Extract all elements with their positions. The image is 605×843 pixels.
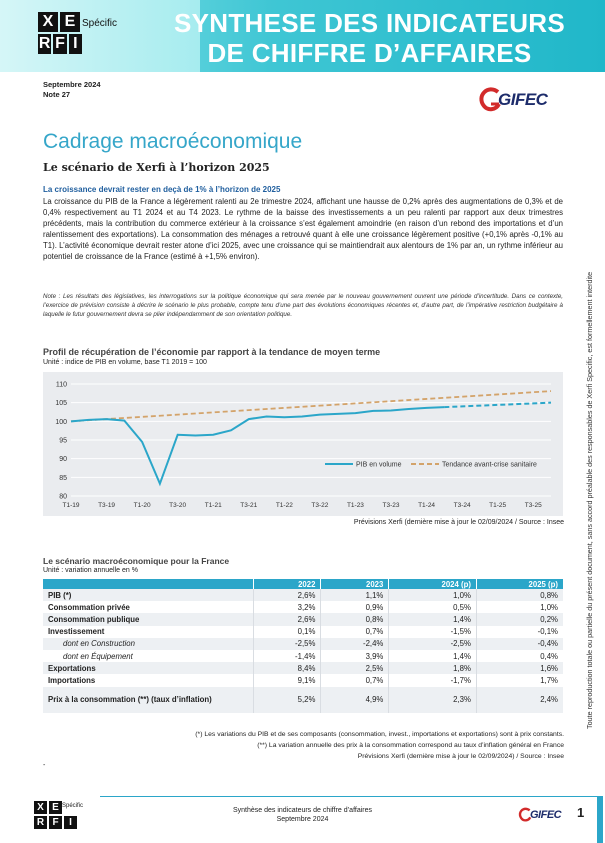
forecast-note: Note : Les résultats des législatives, les interrogations sur la politique économique qui sera menée par le nouveau gouvernement ouvrent une période d’incertitude. Dans ce contexte, l’exercice de prévision consiste à décrire le scénario le plus probable, compte tenu d’une part des évolutions économiques récentes et, d’autre part, de l’impérative restriction budgétaire à laquelle le futur gouvernement devra se plier indépendamment de son orientation politique.: [43, 293, 563, 318]
macro-table: [43, 579, 563, 713]
logo-letter: X: [34, 801, 47, 814]
cell-value: 9,1%: [253, 674, 321, 686]
body-paragraph: La croissance du PIB de la France a légèrement ralenti au 2e trimestre 2024, affichant une hausse de 0,2% après des augmentations de 0,3% et de 0,4% respectivement au T1 2024 et au T4 2023. Le rythme de la baisse des investissements a un peu ralenti par rapport aux deux trimestres précédents, mais la contribution du commerce extérieur à la croissance s’est également amoindrie (en raison d’un rebond des importations et d’un ralentissement des exportations). La consommation des ménages a retrouvé quant à elle une croissance légèrement positive (+0,1% après -0,1% au T1). L’activité économique devrait rester atone d’ici 2025, avec une croissance qui se maintiendrait aux alentours de 1% par an, un rythme inférieur au potentiel de croissance de la France (estimé à +1,5% environ).: [43, 197, 563, 261]
chart-unit: Unité : indice de PIB en volume, base T1 2019 = 100: [43, 359, 207, 366]
gdp-chart-svg: [43, 372, 563, 516]
row-label: dont en Équipement: [63, 651, 133, 661]
table-row: [43, 638, 563, 650]
cell-value: 0,4%: [476, 650, 563, 662]
document-note-number: Note 27: [43, 90, 71, 99]
gdp-chart: [43, 372, 563, 516]
cell-value: -2,5%: [253, 638, 321, 650]
section-subtitle: Le scénario de Xerfi à l’horizon 2025: [43, 161, 270, 174]
cell-value: 1,1%: [321, 589, 389, 601]
x-tick-label: T1-20: [133, 502, 151, 509]
table-row: [43, 589, 563, 601]
x-tick-label: T1-22: [275, 502, 293, 509]
footer-line-1: Synthèse des indicateurs de chiffre d’affaires: [232, 807, 373, 814]
cell-value: 0,7%: [321, 626, 389, 638]
column-header: 2022: [253, 579, 321, 589]
logo-letter: E: [60, 12, 80, 32]
logo-letter: F: [49, 816, 62, 829]
table-row: [43, 601, 563, 613]
row-label: Consommation privée: [48, 602, 130, 612]
table-row: [43, 687, 563, 713]
x-tick-label: T3-23: [382, 502, 400, 509]
cell-value: 1,8%: [389, 662, 477, 674]
logo-letter: X: [38, 12, 58, 32]
cell-value: 3,2%: [253, 601, 321, 613]
x-tick-label: T3-20: [169, 502, 187, 509]
cell-value: 4,9%: [321, 687, 389, 713]
x-tick-label: T1-23: [346, 502, 364, 509]
gifec-wordmark: GIFEC: [498, 90, 548, 109]
column-header: [43, 579, 253, 589]
cell-value: -1,4%: [253, 650, 321, 662]
logo-letter: E: [49, 801, 62, 814]
y-tick-label: 85: [59, 474, 67, 482]
cell-value: 2,5%: [321, 662, 389, 674]
logo-letter: F: [55, 35, 65, 52]
x-tick-label: T1-25: [489, 502, 507, 509]
x-tick-label: T1-21: [204, 502, 222, 509]
table-unit: Unité : variation annuelle en %: [43, 567, 138, 574]
cell-value: 0,5%: [389, 601, 477, 613]
cell-value: -0,4%: [476, 638, 563, 650]
cell-value: 0,8%: [321, 613, 389, 625]
cell-value: 1,4%: [389, 650, 477, 662]
y-tick-label: 110: [55, 381, 67, 389]
column-header: 2024 (p): [389, 579, 477, 589]
copyright-side-note: Toute reproduction totale ou partielle du présent document, sans accord préalable des responsables de Xerfi Specific, est formellement interdite: [585, 271, 594, 729]
cell-value: 2,4%: [476, 687, 563, 713]
table-footnote-1: (*) Les variations du PIB et de ses composants (consommation, invest., importations et exportations) sont à prix constants.: [195, 731, 564, 738]
section-heading: La croissance devrait rester en deçà de 1% à l’horizon de 2025: [43, 185, 281, 194]
section-title: Cadrage macroéconomique: [43, 130, 303, 153]
dash-marker: -: [43, 762, 46, 769]
table-row: [43, 650, 563, 662]
footer-divider: [100, 796, 600, 797]
row-label: Investissement: [48, 627, 105, 637]
x-tick-label: T1-24: [418, 502, 436, 509]
title-line-2: DE CHIFFRE D’AFFAIRES: [207, 38, 532, 68]
row-label: Consommation publique: [43, 613, 253, 625]
cell-value: -2,4%: [321, 638, 389, 650]
logo-letter: I: [64, 816, 77, 829]
y-tick-label: 95: [59, 437, 67, 445]
title-line-1: SYNTHESE DES INDICATEURS: [174, 8, 565, 38]
logo-letter: R: [34, 816, 47, 829]
x-tick-label: T3-19: [98, 502, 116, 509]
y-tick-label: 80: [59, 493, 67, 501]
cell-value: 1,4%: [389, 613, 477, 625]
cell-value: 0,7%: [321, 674, 389, 686]
table-row: [43, 613, 563, 625]
series-line-gdp-forecast: [444, 403, 551, 407]
footer-line-2: Septembre 2024: [276, 816, 329, 823]
table-source: Prévisions Xerfi (dernière mise à jour le 02/09/2024) / Source : Insee: [357, 753, 564, 760]
document-meta: [43, 80, 101, 100]
cell-value: 1,0%: [389, 589, 477, 601]
cell-value: -1,5%: [389, 626, 477, 638]
row-label: dont en Construction: [43, 638, 253, 650]
row-label: Prix à la consommation (**) (taux d’inflation): [43, 687, 253, 713]
y-tick-label: 90: [59, 456, 67, 464]
cell-value: 3,9%: [321, 650, 389, 662]
logo-letter: R: [38, 35, 51, 52]
column-header: 2025 (p): [476, 579, 563, 589]
cell-value: 1,6%: [476, 662, 563, 674]
table-footnote-2: (**) La variation annuelle des prix à la consommation correspond au taux d’inflation général en France: [257, 742, 564, 749]
table-row: [43, 674, 563, 686]
y-tick-label: 100: [55, 418, 67, 426]
logo-specific-label: Spécific: [82, 18, 118, 29]
x-tick-label: T3-24: [453, 502, 471, 509]
row-label: Importations: [48, 675, 96, 685]
x-tick-label: T3-25: [524, 502, 542, 509]
xerfi-logo: [38, 12, 82, 56]
cell-value: 2,3%: [389, 687, 477, 713]
table-row: [43, 662, 563, 674]
table-row: [43, 626, 563, 638]
cell-value: -0,1%: [476, 626, 563, 638]
footer-text: [0, 806, 605, 824]
legend-label-gdp: PIB en volume: [356, 461, 402, 469]
x-tick-label: T3-22: [311, 502, 329, 509]
table-header-row: [43, 579, 563, 589]
column-header: 2023: [321, 579, 389, 589]
document-date: Septembre 2024: [43, 80, 101, 89]
header-logo-area: [0, 0, 200, 72]
cell-value: 1,7%: [476, 674, 563, 686]
footer-gifec-logo: [518, 806, 574, 826]
cell-value: 0,1%: [253, 626, 321, 638]
cell-value: 0,2%: [476, 613, 563, 625]
cell-value: -1,7%: [389, 674, 477, 686]
cell-value: 2,6%: [253, 613, 321, 625]
cell-value: 1,0%: [476, 601, 563, 613]
cell-value: 0,9%: [321, 601, 389, 613]
cell-value: 2,6%: [253, 589, 321, 601]
y-tick-label: 105: [55, 400, 67, 408]
table-title: Le scénario macroéconomique pour la France: [43, 556, 230, 566]
row-label: Exportations: [43, 662, 253, 674]
legend-label-trend: Tendance avant-crise sanitaire: [442, 461, 537, 469]
cell-value: -2,5%: [389, 638, 477, 650]
document-title: [174, 8, 565, 68]
logo-letter: I: [69, 34, 82, 54]
page-number: 1: [577, 805, 585, 820]
cell-value: 8,4%: [253, 662, 321, 674]
row-label: PIB (*): [43, 589, 253, 601]
chart-source: Prévisions Xerfi (dernière mise à jour le 02/09/2024 / Source : Insee: [353, 519, 564, 526]
footer-specific-label: Spécific: [62, 803, 84, 809]
x-tick-label: T1-19: [62, 502, 80, 509]
cell-value: 5,2%: [253, 687, 321, 713]
gifec-logo: [478, 86, 564, 116]
cell-value: 0,8%: [476, 589, 563, 601]
gifec-wordmark: GIFEC: [530, 809, 562, 821]
header-banner: [0, 0, 605, 72]
chart-title: Profil de récupération de l’économie par rapport à la tendance de moyen terme: [43, 347, 381, 357]
x-tick-label: T3-21: [240, 502, 258, 509]
